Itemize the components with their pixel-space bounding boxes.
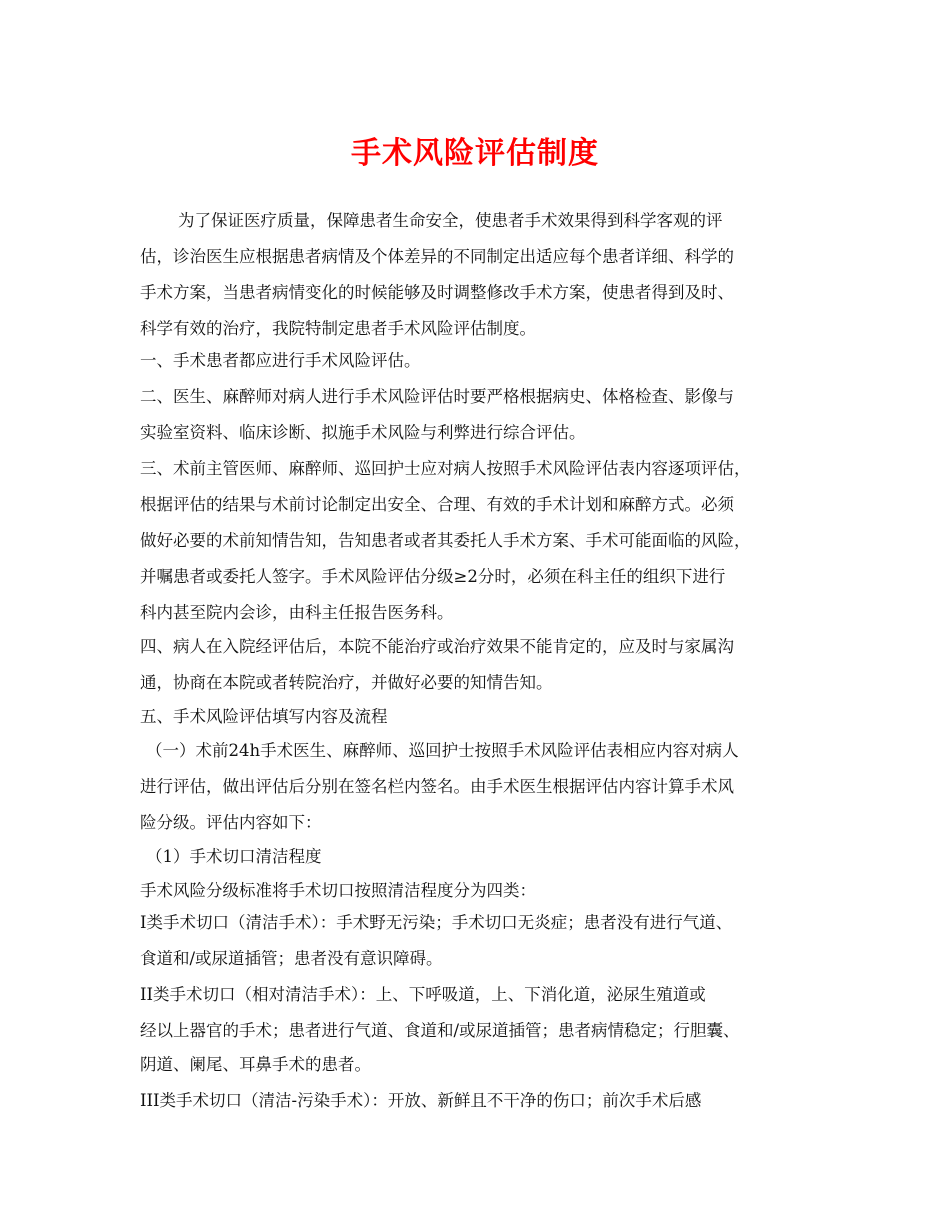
body-line: 险分级。评估内容如下： — [140, 813, 322, 832]
body-line: 一、手术患者都应进行手术风险评估。 — [140, 351, 421, 370]
body-line: 科内甚至院内会诊，由科主任报告医务科。 — [140, 603, 454, 622]
body-line: 五、手术风险评估填写内容及流程 — [140, 707, 388, 726]
body-line: 实验室资料、临床诊断、拟施手术风险与利弊进行综合评估。 — [140, 423, 586, 442]
body-line: （1）手术切口清洁程度 — [146, 847, 322, 866]
body-line: 科学有效的治疗，我院特制定患者手术风险评估制度。 — [140, 319, 536, 338]
body-line: 根据评估的结果与术前讨论制定出安全、合理、有效的手术计划和麻醉方式。必须 — [140, 495, 734, 514]
body-line: 手术方案，当患者病情变化的时候能够及时调整修改手术方案，使患者得到及时、 — [140, 283, 734, 302]
document-title: 手术风险评估制度 — [351, 136, 599, 171]
body-line: 三、术前主管医师、麻醉师、巡回护士应对病人按照手术风险评估表内容逐项评估， — [140, 459, 751, 478]
body-line: 阴道、阑尾、耳鼻手术的患者。 — [140, 1055, 371, 1074]
body-line: 通，协商在本院或者转院治疗，并做好必要的知情告知。 — [140, 673, 553, 692]
body-line: 并嘱患者或委托人签字。手术风险评估分级≥2分时，必须在科主任的组织下进行 — [140, 567, 726, 586]
body-line: 为了保证医疗质量，保障患者生命安全，使患者手术效果得到科学客观的评 — [178, 211, 723, 230]
body-line: III类手术切口（清洁-污染手术）：开放、新鲜且不干净的伤口；前次手术后感 — [140, 1091, 702, 1110]
body-line: II类手术切口（相对清洁手术）：上、下呼吸道，上、下消化道，泌尿生殖道或 — [140, 985, 706, 1004]
body-line: 进行评估，做出评估后分别在签名栏内签名。由手术医生根据评估内容计算手术风 — [140, 777, 734, 796]
body-line: 估，诊治医生应根据患者病情及个体差异的不同制定出适应每个患者详细、科学的 — [140, 247, 734, 266]
body-line: 食道和/或尿道插管；患者没有意识障碍。 — [140, 949, 443, 968]
body-line: 做好必要的术前知情告知，告知患者或者其委托人手术方案、手术可能面临的风险， — [140, 531, 751, 550]
body-line: I类手术切口（清洁手术）：手术野无污染；手术切口无炎症；患者没有进行气道、 — [140, 913, 733, 932]
body-line: 手术风险分级标准将手术切口按照清洁程度分为四类： — [140, 881, 536, 900]
body-line: （一）术前24h手术医生、麻醉师、巡回护士按照手术风险评估表相应内容对病人 — [146, 741, 739, 760]
body-line: 经以上器官的手术；患者进行气道、食道和/或尿道插管；患者病情稳定；行胆囊、 — [140, 1021, 740, 1040]
body-line: 四、病人在入院经评估后，本院不能治疗或治疗效果不能肯定的，应及时与家属沟 — [140, 637, 734, 656]
body-line: 二、医生、麻醉师对病人进行手术风险评估时要严格根据病史、体格检查、影像与 — [140, 387, 734, 406]
